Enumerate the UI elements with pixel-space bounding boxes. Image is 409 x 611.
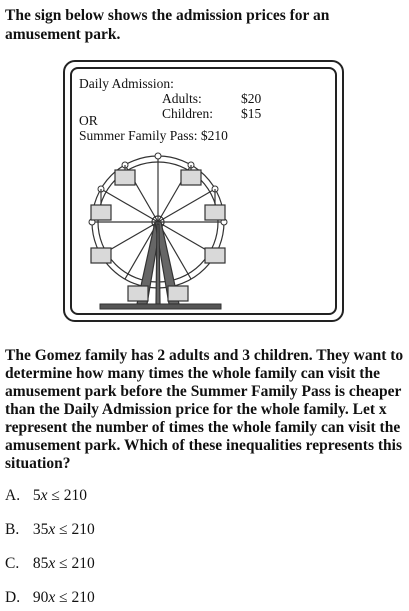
question-text: The Gomez family has 2 adults and 3 children. They want to determine how many times the whole family can visit the amusement park before the Summer Family Pass is cheaper than the Daily Admission price for the whole family. Let x represent the number of times the whole family can visit the amusement park. Which of these inequalities represents this situation? [5, 347, 404, 472]
admission-sign [63, 60, 344, 322]
option-expression: 90x ≤ 210 [32, 589, 95, 606]
option-letter: B. [5, 521, 20, 538]
children-price: $15 [241, 106, 262, 121]
ferris-wheel-icon [65, 62, 341, 319]
option-expression: 85x ≤ 210 [32, 555, 95, 572]
or-label: OR [79, 113, 98, 128]
option-a[interactable] [5, 487, 87, 505]
summer-pass-label: Summer Family Pass: $210 [79, 128, 228, 143]
option-c[interactable] [5, 555, 95, 573]
option-letter: C. [5, 555, 20, 572]
adults-label: Adults: [162, 91, 202, 106]
option-b[interactable] [5, 521, 95, 539]
option-letter: A. [5, 487, 21, 504]
option-expression: 5x ≤ 210 [32, 487, 88, 504]
children-label: Children: [162, 106, 213, 121]
option-expression: 35x ≤ 210 [32, 521, 95, 538]
sign-heading: Daily Admission: [79, 76, 174, 91]
intro-text: The sign below shows the admission prices for an amusement park. [5, 7, 330, 43]
option-letter: D. [5, 589, 21, 606]
option-d[interactable] [5, 589, 95, 607]
adults-price: $20 [241, 91, 262, 106]
